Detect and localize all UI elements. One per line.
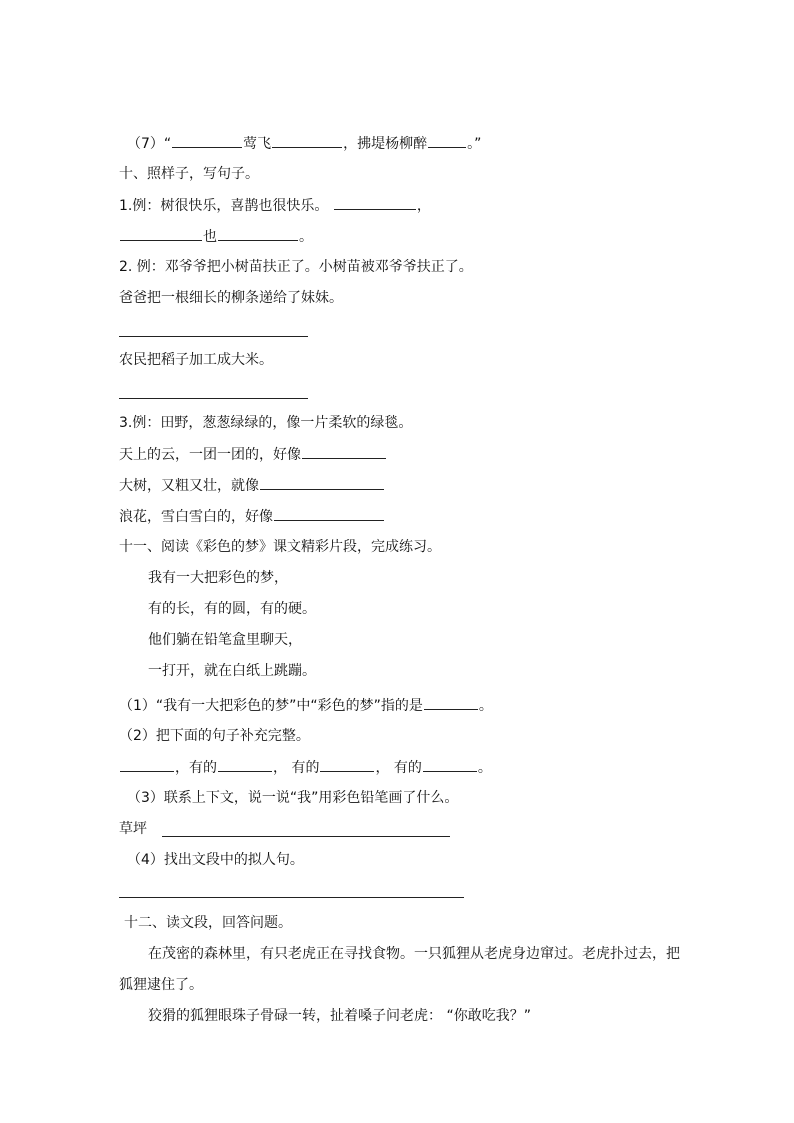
ex3-blank-2[interactable]: [260, 475, 384, 490]
s11-q2-blank-2[interactable]: [218, 757, 272, 772]
ex2-sentence-1: 爸爸把一根细长的柳条递给了妹妹。: [119, 290, 343, 306]
s12-paragraph-2: 狡猾的狐狸眼珠子骨碌一转，扯着嗓子问老虎： “你敢吃我？”: [148, 1008, 531, 1024]
poem-line-1: 我有一大把彩色的梦，: [148, 570, 288, 586]
s12-paragraph-1a: 在茂密的森林里，有只老虎正在寻找食物。一只狐狸从老虎身边窜过。老虎扑过去，把: [148, 946, 680, 962]
q7-line: （7）“ 莺飞 ，拂堤杨柳醉 。”: [127, 133, 481, 154]
section-12-title: 十二、读文段，回答问题。: [124, 915, 292, 931]
s11-q2-blank-4[interactable]: [423, 757, 477, 772]
ex1-blank-3[interactable]: [218, 226, 298, 241]
ex2-answer-line-1[interactable]: [119, 336, 308, 337]
q7-blank-1[interactable]: [172, 133, 242, 148]
s12-paragraph-1b: 狐狸逮住了。: [119, 977, 203, 993]
s11-q3-grass-label: 草坪: [119, 821, 147, 837]
q7-blank-2[interactable]: [272, 133, 342, 148]
s11-q2-fill: ，有的 ， 有的 ， 有的 。: [119, 757, 492, 778]
section-10-title: 十、照样子，写句子。: [119, 166, 259, 182]
ex1-line-2: 也 。: [119, 226, 313, 247]
ex3-blank-3[interactable]: [274, 506, 384, 521]
s11-q1: （1）“我有一大把彩色的梦”中“彩色的梦”指的是 。: [119, 695, 493, 716]
s11-q2-blank-3[interactable]: [320, 757, 374, 772]
ex2-sentence-2: 农民把稻子加工成大米。: [119, 352, 273, 368]
section-11-title: 十一、阅读《彩色的梦》课文精彩片段，完成练习。: [119, 539, 441, 555]
poem-line-3: 他们躺在铅笔盒里聊天，: [148, 632, 302, 648]
poem-line-2: 有的长，有的圆，有的硬。: [148, 601, 316, 617]
ex3-sentence-3: 浪花，雪白雪白的，好像: [119, 506, 385, 527]
ex3-sentence-1: 天上的云，一团一团的，好像: [119, 444, 387, 465]
ex3-sentence-2: 大树，又粗又壮，就像: [119, 475, 385, 496]
ex1-blank-2[interactable]: [120, 226, 202, 241]
poem-line-4: 一打开，就在白纸上跳蹦。: [148, 663, 316, 679]
s11-q2-blank-1[interactable]: [120, 757, 174, 772]
ex1-line: 1.例：树很快乐，喜鹊也很快乐。 ，: [119, 195, 431, 216]
ex3-label: 3.例：田野，葱葱绿绿的，像一片柔软的绿毯。: [119, 415, 413, 431]
s11-q3: （3）联系上下文，说一说“我”用彩色铅笔画了什么。: [127, 790, 459, 806]
ex2-answer-line-2[interactable]: [119, 398, 308, 399]
s11-q4: （4）找出文段中的拟人句。: [127, 852, 304, 868]
ex3-blank-1[interactable]: [302, 444, 386, 459]
ex1-blank-1[interactable]: [334, 195, 416, 210]
s11-q2: （2）把下面的句子补充完整。: [119, 728, 310, 744]
s11-q4-answer-line[interactable]: [119, 897, 464, 898]
s11-q1-blank[interactable]: [424, 695, 478, 710]
ex2-label: 2. 例：邓爷爷把小树苗扶正了。小树苗被邓爷爷扶正了。: [119, 259, 473, 275]
q7-blank-3[interactable]: [428, 133, 466, 148]
s11-q3-answer-line[interactable]: [162, 836, 450, 837]
